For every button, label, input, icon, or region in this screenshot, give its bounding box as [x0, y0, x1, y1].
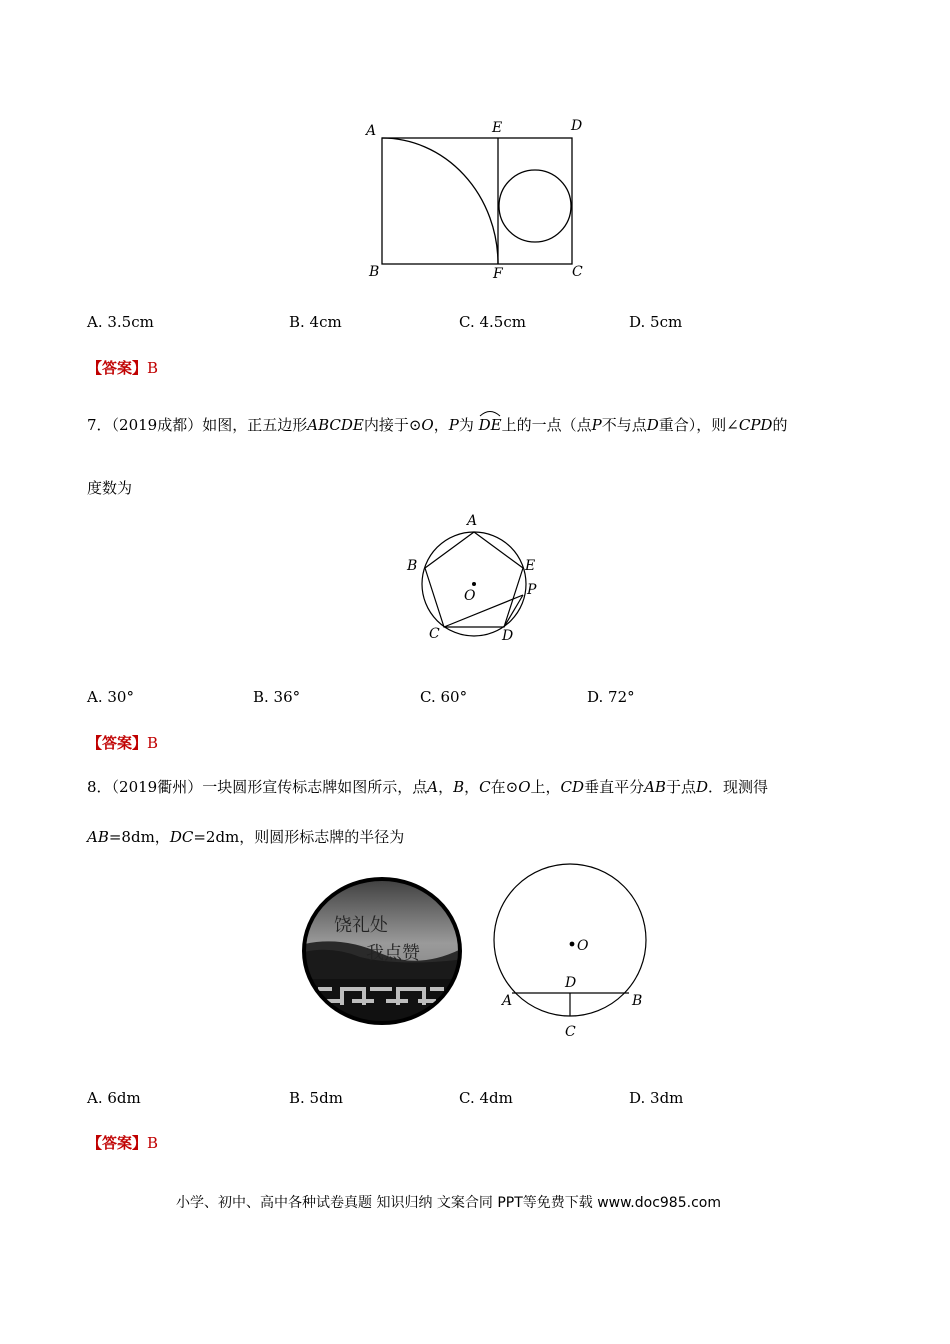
- q8-text: ．现测得: [707, 778, 768, 796]
- q8-text: 于点: [665, 778, 696, 796]
- q7-text: O: [421, 416, 434, 434]
- q8-text: O: [518, 778, 531, 796]
- q8-answer-label: 【答案】: [87, 1134, 148, 1152]
- q6-rectangle: [382, 138, 572, 264]
- q7-text: 不与点: [601, 416, 647, 434]
- q6-label-e: E: [492, 120, 503, 136]
- q8-option-b[interactable]: B. 5dm: [289, 1089, 343, 1107]
- q8-text: =8dm，: [108, 828, 170, 846]
- q7-text: P: [591, 416, 602, 434]
- q7-answer-value: B: [147, 734, 159, 752]
- q8-option-c[interactable]: C. 4dm: [459, 1089, 513, 1107]
- q7-text: ，: [433, 416, 449, 434]
- q7-option-c[interactable]: C. 60°: [420, 688, 468, 706]
- q8-text: =2dm，则圆形标志牌的半径为: [193, 828, 405, 846]
- q7-answer: [87, 732, 158, 753]
- q7-text: D: [646, 416, 659, 434]
- q8-answer: [87, 1132, 158, 1153]
- q7-label-e: E: [525, 558, 536, 574]
- q6-small-circle: [499, 170, 571, 242]
- q8-option-d[interactable]: D. 3dm: [629, 1089, 684, 1107]
- q7-option-a[interactable]: A. 30°: [87, 688, 134, 706]
- q7-text: ABCDE: [307, 416, 364, 434]
- q7-label-d: D: [502, 628, 514, 644]
- q8-photo-text-1: 饶礼处: [334, 915, 388, 936]
- q7-figure: [400, 510, 550, 645]
- q7-text: 内接于⊙: [363, 416, 422, 434]
- q6-option-a[interactable]: A. 3.5cm: [87, 313, 154, 331]
- q6-option-b[interactable]: B. 4cm: [289, 313, 342, 331]
- page-footer: 小学、初中、高中各种试卷真题 知识归纳 文案合同 PPT等免费下载 www.doc985.com: [176, 1195, 721, 1211]
- q8-label-o: O: [577, 938, 589, 954]
- q8-text: D: [695, 778, 708, 796]
- q8-text: 在⊙: [490, 778, 519, 796]
- q8-number: 8．: [87, 778, 112, 796]
- q6-option-d[interactable]: D. 5cm: [629, 313, 683, 331]
- q8-sign-photo: [300, 875, 465, 1027]
- q8-text: CD: [560, 778, 585, 796]
- q8-text: DC: [169, 828, 194, 846]
- q7-label-o: O: [464, 588, 476, 604]
- q7-arc-de: [479, 416, 502, 434]
- q7-text: 为: [458, 416, 474, 434]
- q7-center-dot: [472, 582, 476, 586]
- q8-text: B: [453, 778, 465, 796]
- q8-label-d: D: [565, 975, 577, 991]
- q8-label-a: A: [502, 993, 513, 1009]
- q8-text: 垂直平分: [584, 778, 645, 796]
- q7-option-d[interactable]: D. 72°: [587, 688, 635, 706]
- q7-option-b[interactable]: B. 36°: [253, 688, 301, 706]
- q8-text: AB: [87, 828, 109, 846]
- q6-answer: [87, 357, 158, 378]
- q7-label-p: P: [527, 582, 537, 598]
- q7-text: CPD: [738, 416, 773, 434]
- q8-figure: [490, 855, 660, 1045]
- q8-text: A: [427, 778, 439, 796]
- q6-answer-value: B: [147, 359, 159, 377]
- q8-text: C: [479, 778, 491, 796]
- q7-stem-line1: [87, 414, 787, 435]
- q6-label-d: D: [571, 118, 583, 134]
- q7-segment-cp: [444, 595, 523, 627]
- q8-answer-value: B: [147, 1134, 159, 1152]
- q8-label-c: C: [565, 1024, 576, 1040]
- q7-text: 上的一点（点: [501, 416, 592, 434]
- q8-option-a[interactable]: A. 6dm: [87, 1089, 141, 1107]
- q8-center-dot: [570, 942, 575, 947]
- q7-stem-line2: 度数为: [87, 479, 133, 497]
- q8-stem-line2: [87, 826, 404, 847]
- q7-pentagon: [425, 532, 523, 627]
- q7-label-b: B: [407, 558, 418, 574]
- q8-photo-text-2: 我点赞: [366, 943, 420, 964]
- q8-label-b: B: [632, 993, 643, 1009]
- q6-answer-label: 【答案】: [87, 359, 148, 377]
- q8-text: 一块圆形宣传标志牌如图所示，点: [202, 778, 428, 796]
- q6-figure: [360, 112, 600, 287]
- q8-text: 上，: [530, 778, 561, 796]
- q6-quarter-arc: [382, 138, 498, 264]
- q7-text: P: [448, 416, 459, 434]
- q6-label-c: C: [572, 264, 583, 280]
- q7-text: 的: [772, 416, 788, 434]
- q6-label-a: A: [366, 123, 377, 139]
- q7-segment-pd: [504, 595, 523, 627]
- q8-text: AB: [644, 778, 666, 796]
- q7-label-a: A: [467, 513, 478, 529]
- q7-number: 7．: [87, 416, 112, 434]
- q7-text: 重合），则∠: [658, 416, 739, 434]
- q7-label-c: C: [429, 626, 440, 642]
- q6-label-f: F: [493, 266, 503, 282]
- q7-arc-label: DE: [478, 416, 502, 434]
- q6-option-c[interactable]: C. 4.5cm: [459, 313, 526, 331]
- q7-source: （2019成都）: [111, 416, 203, 434]
- q7-answer-label: 【答案】: [87, 734, 148, 752]
- q8-stem-line1: [87, 776, 768, 797]
- q7-arc-mark: [479, 409, 501, 417]
- q6-label-b: B: [369, 264, 380, 280]
- q8-source: （2019衢州）: [111, 778, 203, 796]
- q8-text: ，: [438, 778, 454, 796]
- q7-text: 如图，正五边形: [202, 416, 308, 434]
- q8-text: ，: [464, 778, 480, 796]
